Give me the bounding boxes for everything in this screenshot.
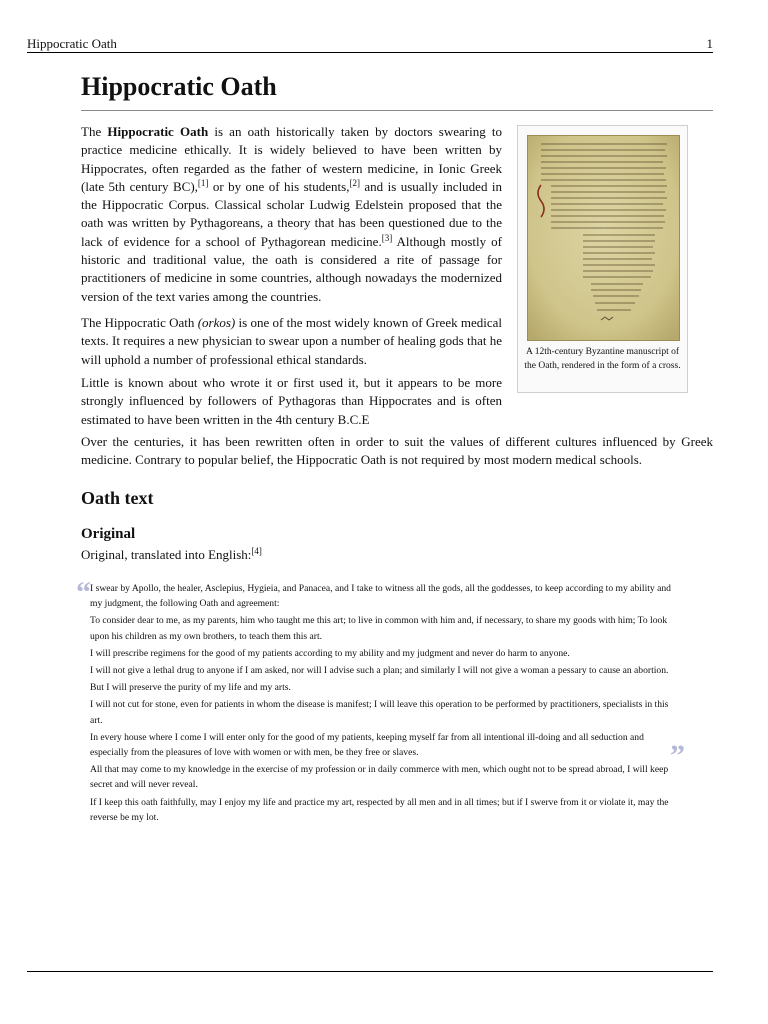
text-span: Original, translated into English: <box>81 547 252 562</box>
manuscript-figure <box>517 125 688 393</box>
oath-paragraph: I will not give a lethal drug to anyone if I am asked, nor will I advise such a plan; and similarly I will not give a woman a pessary to cause an abortion. <box>90 665 669 677</box>
citation-link-2[interactable]: [2] <box>349 177 360 188</box>
text-span: The <box>81 124 108 139</box>
text-span: Although mostly of historic and traditional value, the oath is considered a rite of passage for practitioners of medicine in some countries, although nowadays the modernized version of the text varies among the countries. <box>81 233 502 304</box>
text-span: The Hippocratic Oath <box>81 315 198 330</box>
bold-term: Hippocratic Oath <box>107 124 209 139</box>
oath-paragraph: I swear by Apollo, the healer, Asclepius, Hygieia, and Panacea, and I take to witness all the gods, all the goddesses, to keep according to my ability and my judgment, the following Oath and agreement: <box>90 583 671 610</box>
citation-link-4[interactable]: [4] <box>251 546 262 556</box>
text-span: is one of the most widely known of Greek medical texts. It requires a new physician to swear upon a number of healing gods that he will uphold a number of professional ethical standards. <box>81 315 503 367</box>
text-span: and is usually included in the Hippocratic Corpus. Classical scholar Ludwig Edelstein proposed that the oath was written by Pythagoreans, a theory that has been questioned due to the lack of evidence for a school of Pythagorean medicine. <box>81 178 502 249</box>
oath-paragraph: If I keep this oath faithfully, may I enjoy my life and practice my art, respected by all men and in all times; but if I swerve from it or violate it, may the reverse be my lot. <box>90 796 669 823</box>
figure-caption: A 12th-century Byzantine manuscript of the Oath, rendered in the form of a cross. <box>524 347 681 371</box>
page-number: 1 <box>706 36 713 51</box>
section-heading: Oath text <box>81 488 154 508</box>
manuscript-image[interactable] <box>527 135 680 341</box>
open-quote-mark: “ <box>76 576 91 609</box>
oath-paragraph: In every house where I come I will enter only for the good of my patients, keeping myself far from all intentional ill-doing and all seduction and especially from the pleasures of love with women or with men, be they free or slaves. <box>90 731 644 759</box>
citation-link-1[interactable]: [1] <box>197 177 209 188</box>
running-header-title: Hippocratic Oath <box>27 36 117 51</box>
oath-paragraph: All that may come to my knowledge in the exercise of my profession or in daily commerce with men, which ought not to be spread abroad, I will keep secret and will never reveal. <box>90 764 669 791</box>
translation-intro <box>81 547 262 563</box>
footer-rule <box>27 971 713 972</box>
title-rule <box>81 110 713 111</box>
page-title: Hippocratic Oath <box>81 72 277 101</box>
oath-paragraph: To consider dear to me, as my parents, him who taught me this art; to live in common with him and, if necessary, to share my goods with him; To look upon his children as my own brothers, to teach them this art. <box>90 615 668 642</box>
citation-link-3[interactable]: [3] <box>381 232 393 243</box>
header-rule <box>27 52 713 53</box>
oath-paragraph: But I will preserve the purity of my life and my arts. <box>90 682 291 694</box>
text-span: is an oath historically taken by doctors swearing to practice medicine ethically. It is widely believed to have been written by Hippocrates, often regarded as the father of western medicine, in Ionic Greek (late 5th century BC), <box>81 124 502 194</box>
orkos-paragraph <box>81 314 502 369</box>
history-paragraph: Over the centuries, it has been rewritten often in order to suit the values of different cultures influenced by Greek medicine. Contrary to popular belief, the Hippocratic Oath is not required by most modern medical schools. <box>81 434 713 468</box>
oath-blockquote <box>90 581 674 827</box>
oath-paragraph: I will prescribe regimens for the good of my patients according to my ability and my judgment and never do harm to anyone. <box>90 647 570 659</box>
oath-paragraph: I will not cut for stone, even for patients in whom the disease is manifest; I will leave this operation to be performed by practitioners, specialists in this art. <box>90 699 669 726</box>
close-quote-mark: ” <box>670 739 685 772</box>
authorship-paragraph: Little is known about who wrote it or first used it, but it appears to be more strongly influenced by followers of Pythagoras than Hippocrates and is often estimated to have been written in the 4th century B.C.E <box>81 375 502 427</box>
text-span: or by one of his students, <box>208 178 350 194</box>
intro-paragraph <box>81 123 502 306</box>
subsection-heading: Original <box>81 526 136 542</box>
italic-term: (orkos) <box>197 315 236 330</box>
